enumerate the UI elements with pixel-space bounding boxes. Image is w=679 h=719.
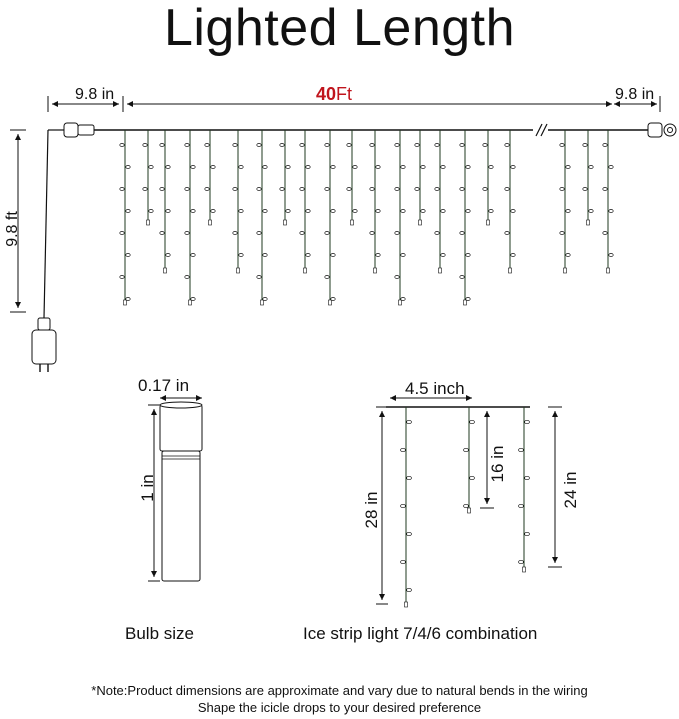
strip-short-arrow-head-bottom bbox=[484, 498, 490, 504]
led-bulb bbox=[211, 209, 215, 212]
led-bulb bbox=[347, 187, 351, 190]
bulb-height-arrow-head-bottom bbox=[151, 571, 157, 577]
led-bulb bbox=[589, 165, 593, 168]
main-length-label bbox=[316, 84, 352, 105]
led-bulb bbox=[415, 187, 419, 190]
led-bulb bbox=[395, 231, 399, 234]
led-bulb bbox=[331, 297, 335, 300]
led-bulb bbox=[511, 253, 515, 256]
led-bulb bbox=[191, 165, 195, 168]
strip-drop-long-label: 28 in bbox=[362, 491, 381, 529]
led-bulb bbox=[160, 187, 164, 190]
led-bulb bbox=[603, 231, 607, 234]
led-bulb bbox=[589, 209, 593, 212]
led-bulb bbox=[120, 187, 124, 190]
power-adapter bbox=[32, 330, 56, 364]
led-bulb bbox=[160, 231, 164, 234]
led-bulb bbox=[511, 209, 515, 212]
led-bulb bbox=[300, 187, 304, 190]
icicle-end-bulb bbox=[124, 300, 127, 305]
led-bulb bbox=[120, 231, 124, 234]
note-line-1: *Note:Product dimensions are approximate and vary due to natural bends in the wiring bbox=[91, 683, 588, 698]
led-bulb bbox=[370, 187, 374, 190]
lead-left-length-label: 9.8 in bbox=[75, 86, 115, 103]
strip-spacing-arrow-head-right bbox=[466, 395, 472, 401]
right-plug-cap bbox=[664, 124, 676, 136]
strip-end-bulb bbox=[468, 508, 471, 513]
icicle-end-bulb bbox=[304, 268, 307, 273]
led-bulb bbox=[511, 165, 515, 168]
led-bulb bbox=[239, 209, 243, 212]
led-bulb bbox=[300, 143, 304, 146]
icicle-end-bulb bbox=[261, 300, 264, 305]
led-bulb bbox=[560, 187, 564, 190]
bulb-width-label: 0.17 in bbox=[138, 376, 190, 395]
led-bulb bbox=[370, 143, 374, 146]
led-bulb bbox=[205, 143, 209, 146]
icicle-end-bulb bbox=[209, 220, 212, 225]
led-bulb bbox=[149, 209, 153, 212]
led-bulb bbox=[395, 275, 399, 278]
led-bulb bbox=[435, 187, 439, 190]
icicle-end-bulb bbox=[464, 300, 467, 305]
led-bulb bbox=[505, 231, 509, 234]
led-bulb bbox=[609, 209, 613, 212]
led-bulb bbox=[149, 165, 153, 168]
led-bulb bbox=[143, 143, 147, 146]
led-bulb bbox=[566, 209, 570, 212]
strip-led-bulb bbox=[407, 476, 412, 479]
led-bulb bbox=[286, 209, 290, 212]
led-bulb bbox=[347, 143, 351, 146]
led-bulb bbox=[300, 231, 304, 234]
bulb-height-label: 1 in bbox=[138, 474, 157, 502]
strip-led-bulb bbox=[401, 504, 406, 507]
strip-mid-arrow-head-top bbox=[552, 411, 558, 417]
led-bulb bbox=[401, 297, 405, 300]
led-bulb bbox=[325, 143, 329, 146]
left-plug-sleeve bbox=[78, 125, 94, 135]
strip-caption: Ice strip light 7/4/6 combination bbox=[303, 624, 538, 643]
led-bulb bbox=[160, 143, 164, 146]
main-length-unit: Ft bbox=[336, 84, 353, 104]
icicle-end-bulb bbox=[284, 220, 287, 225]
led-bulb bbox=[306, 165, 310, 168]
led-bulb bbox=[233, 143, 237, 146]
led-bulb bbox=[353, 165, 357, 168]
wire-break-mark-1 bbox=[536, 124, 542, 136]
led-bulb bbox=[191, 209, 195, 212]
led-bulb bbox=[560, 143, 564, 146]
led-bulb bbox=[257, 231, 261, 234]
note-line-2: Shape the icicle drops to your desired preference bbox=[197, 700, 482, 715]
icicle-end-bulb bbox=[587, 220, 590, 225]
led-bulb bbox=[126, 165, 130, 168]
left-plug-connector bbox=[64, 123, 78, 137]
led-bulb bbox=[185, 231, 189, 234]
power-adapter-cap bbox=[38, 318, 50, 330]
icicle-end-bulb bbox=[237, 268, 240, 273]
led-bulb bbox=[185, 275, 189, 278]
led-bulb bbox=[460, 231, 464, 234]
led-bulb bbox=[603, 143, 607, 146]
strip-led-bulb bbox=[407, 588, 412, 591]
led-bulb bbox=[395, 143, 399, 146]
led-bulb bbox=[263, 209, 267, 212]
strip-led-bulb bbox=[525, 476, 530, 479]
led-bulb bbox=[401, 209, 405, 212]
led-bulb bbox=[166, 165, 170, 168]
drop-height-label: 9.8 ft bbox=[4, 211, 21, 247]
led-bulb bbox=[286, 165, 290, 168]
led-bulb bbox=[441, 253, 445, 256]
led-bulb bbox=[143, 187, 147, 190]
led-bulb bbox=[126, 209, 130, 212]
icicle-end-bulb bbox=[374, 268, 377, 273]
led-bulb bbox=[166, 253, 170, 256]
strip-mid-arrow-head-bottom bbox=[552, 557, 558, 563]
led-bulb bbox=[263, 165, 267, 168]
led-bulb bbox=[583, 143, 587, 146]
led-bulb bbox=[120, 143, 124, 146]
led-bulb bbox=[421, 209, 425, 212]
bulb-cap-top bbox=[160, 402, 202, 408]
led-bulb bbox=[233, 231, 237, 234]
main-length-dimension-arrow-head-left bbox=[127, 101, 133, 107]
lead-right-length-label: 9.8 in bbox=[615, 86, 655, 103]
led-bulb bbox=[257, 143, 261, 146]
strip-led-bulb bbox=[464, 448, 469, 451]
led-bulb bbox=[505, 143, 509, 146]
strip-spacing-label: 4.5 inch bbox=[405, 379, 465, 398]
led-bulb bbox=[205, 187, 209, 190]
led-bulb bbox=[257, 275, 261, 278]
right-plug-connector bbox=[648, 123, 662, 137]
led-bulb bbox=[331, 165, 335, 168]
icicle-end-bulb bbox=[509, 268, 512, 273]
icicle-end-bulb bbox=[399, 300, 402, 305]
led-bulb bbox=[126, 253, 130, 256]
led-bulb bbox=[609, 253, 613, 256]
strip-led-bulb bbox=[470, 476, 475, 479]
led-bulb bbox=[185, 187, 189, 190]
strip-end-bulb bbox=[523, 567, 526, 572]
bulb-caption: Bulb size bbox=[125, 624, 194, 643]
led-bulb bbox=[401, 165, 405, 168]
main-length-dimension-arrow-head-right bbox=[606, 101, 612, 107]
led-bulb bbox=[239, 253, 243, 256]
led-bulb bbox=[306, 253, 310, 256]
icicle-end-bulb bbox=[329, 300, 332, 305]
led-bulb bbox=[489, 165, 493, 168]
led-bulb bbox=[325, 275, 329, 278]
led-bulb bbox=[460, 275, 464, 278]
led-bulb bbox=[505, 187, 509, 190]
led-bulb bbox=[489, 209, 493, 212]
led-bulb bbox=[421, 165, 425, 168]
led-bulb bbox=[441, 209, 445, 212]
led-bulb bbox=[280, 143, 284, 146]
led-bulb bbox=[211, 165, 215, 168]
led-bulb bbox=[280, 187, 284, 190]
led-bulb bbox=[185, 143, 189, 146]
led-bulb bbox=[126, 297, 130, 300]
icicle-end-bulb bbox=[564, 268, 567, 273]
led-bulb bbox=[376, 253, 380, 256]
strip-led-bulb bbox=[525, 420, 530, 423]
icicle-end-bulb bbox=[189, 300, 192, 305]
led-bulb bbox=[120, 275, 124, 278]
led-bulb bbox=[370, 231, 374, 234]
wire-break-mark-2 bbox=[541, 124, 547, 136]
strip-led-bulb bbox=[401, 560, 406, 563]
icicle-end-bulb bbox=[439, 268, 442, 273]
led-bulb bbox=[466, 253, 470, 256]
strip-led-bulb bbox=[407, 420, 412, 423]
strip-drop-mid-label: 24 in bbox=[561, 471, 580, 509]
led-bulb bbox=[460, 187, 464, 190]
strip-led-bulb bbox=[470, 420, 475, 423]
drop-height-dimension-arrow-head-top bbox=[15, 134, 21, 140]
strip-long-arrow-head-top bbox=[379, 411, 385, 417]
led-bulb bbox=[566, 253, 570, 256]
icicle-end-bulb bbox=[147, 220, 150, 225]
led-bulb bbox=[583, 187, 587, 190]
led-bulb bbox=[325, 187, 329, 190]
led-bulb bbox=[376, 209, 380, 212]
bulb-width-arrow-head-right bbox=[196, 395, 202, 401]
strip-spacing-arrow-head-left bbox=[390, 395, 396, 401]
icicle-end-bulb bbox=[607, 268, 610, 273]
strip-led-bulb bbox=[525, 532, 530, 535]
led-bulb bbox=[466, 165, 470, 168]
icicle-end-bulb bbox=[419, 220, 422, 225]
led-bulb bbox=[441, 165, 445, 168]
led-bulb bbox=[483, 143, 487, 146]
led-bulb bbox=[560, 231, 564, 234]
icicle-end-bulb bbox=[164, 268, 167, 273]
led-bulb bbox=[483, 187, 487, 190]
led-bulb bbox=[263, 253, 267, 256]
led-bulb bbox=[566, 165, 570, 168]
lead-wire-to-adapter bbox=[44, 130, 48, 318]
strip-led-bulb bbox=[519, 448, 524, 451]
led-bulb bbox=[257, 187, 261, 190]
drop-height-dimension-arrow-head-bottom bbox=[15, 302, 21, 308]
led-bulb bbox=[331, 209, 335, 212]
strip-drop-short-label: 16 in bbox=[488, 445, 507, 483]
led-bulb bbox=[460, 143, 464, 146]
bulb-cap bbox=[160, 405, 202, 451]
strip-long-arrow-head-bottom bbox=[379, 594, 385, 600]
led-bulb bbox=[239, 165, 243, 168]
strip-led-bulb bbox=[407, 532, 412, 535]
led-bulb bbox=[353, 209, 357, 212]
led-bulb bbox=[435, 143, 439, 146]
led-bulb bbox=[306, 209, 310, 212]
led-bulb bbox=[466, 297, 470, 300]
led-bulb bbox=[401, 253, 405, 256]
strip-led-bulb bbox=[519, 504, 524, 507]
strip-led-bulb bbox=[401, 448, 406, 451]
led-bulb bbox=[325, 231, 329, 234]
strip-led-bulb bbox=[464, 504, 469, 507]
lead-left-dimension-arrow-head-left bbox=[52, 101, 58, 107]
led-bulb bbox=[191, 253, 195, 256]
led-bulb bbox=[466, 209, 470, 212]
led-bulb bbox=[263, 297, 267, 300]
icicle-end-bulb bbox=[487, 220, 490, 225]
icicle-end-bulb bbox=[351, 220, 354, 225]
led-bulb bbox=[191, 297, 195, 300]
led-bulb bbox=[233, 187, 237, 190]
bulb-body bbox=[162, 451, 200, 581]
led-bulb bbox=[376, 165, 380, 168]
strip-end-bulb bbox=[405, 602, 408, 607]
main-length-value: 40 bbox=[316, 84, 337, 104]
led-bulb bbox=[603, 187, 607, 190]
diagram-title: Lighted Length bbox=[163, 0, 516, 57]
led-bulb bbox=[395, 187, 399, 190]
strip-short-arrow-head-top bbox=[484, 411, 490, 417]
led-bulb bbox=[435, 231, 439, 234]
strip-led-bulb bbox=[519, 560, 524, 563]
led-bulb bbox=[609, 165, 613, 168]
led-bulb bbox=[331, 253, 335, 256]
led-bulb bbox=[415, 143, 419, 146]
led-bulb bbox=[166, 209, 170, 212]
bulb-height-arrow-head-top bbox=[151, 409, 157, 415]
